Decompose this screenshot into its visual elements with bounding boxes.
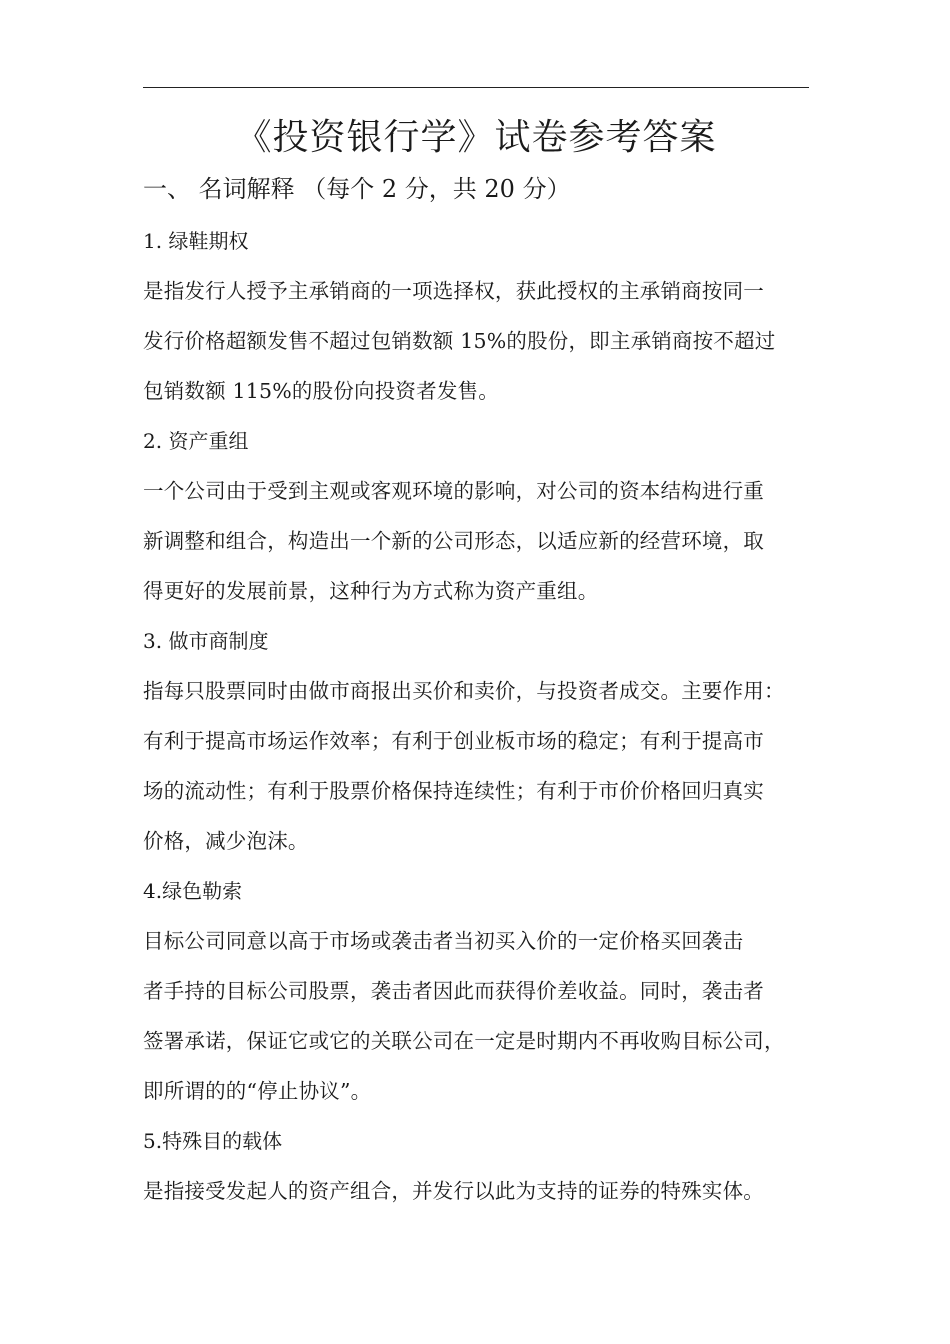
definition-line: 即所谓的的“停止协议”。 bbox=[143, 1079, 372, 1103]
answer-list bbox=[143, 216, 809, 1216]
term-heading: 3. 做市商制度 bbox=[143, 629, 269, 653]
definition-line: 价格，减少泡沫。 bbox=[143, 829, 309, 853]
term-heading: 4.绿色勒索 bbox=[143, 879, 243, 903]
definition-line: 得更好的发展前景，这种行为方式称为资产重组。 bbox=[143, 579, 599, 603]
definition-line: 有利于提高市场运作效率；有利于创业板市场的稳定；有利于提高市 bbox=[143, 729, 764, 753]
term-heading: 5.特殊目的载体 bbox=[143, 1129, 283, 1153]
answer-item bbox=[143, 866, 809, 1116]
definition-line: 包销数额 115%的股份向投资者发售。 bbox=[143, 379, 499, 403]
term-heading: 2. 资产重组 bbox=[143, 429, 249, 453]
definition-line: 签署承诺，保证它或它的关联公司在一定是时期内不再收购目标公司， bbox=[143, 1029, 785, 1053]
answer-item bbox=[143, 416, 809, 616]
answer-item bbox=[143, 216, 809, 416]
definition-line: 发行价格超额发售不超过包销数额 15%的股份，即主承销商按不超过 bbox=[143, 329, 776, 353]
definition-line: 指每只股票同时由做市商报出买价和卖价，与投资者成交。主要作用： bbox=[143, 679, 785, 703]
definition-line: 一个公司由于受到主观或客观环境的影响，对公司的资本结构进行重 bbox=[143, 479, 764, 503]
definition-line: 目标公司同意以高于市场或袭击者当初买入价的一定价格买回袭击 bbox=[143, 929, 744, 953]
answer-item bbox=[143, 1116, 809, 1216]
term-heading: 1. 绿鞋期权 bbox=[143, 229, 249, 253]
definition-line: 是指接受发起人的资产组合，并发行以此为支持的证券的特殊实体。 bbox=[143, 1179, 764, 1203]
definition-line: 者手持的目标公司股票，袭击者因此而获得价差收益。同时，袭击者 bbox=[143, 979, 764, 1003]
header-rule bbox=[143, 87, 809, 88]
definition-line: 新调整和组合，构造出一个新的公司形态，以适应新的经营环境，取 bbox=[143, 529, 764, 553]
definition-line: 是指发行人授予主承销商的一项选择权，获此授权的主承销商按同一 bbox=[143, 279, 764, 303]
definition-line: 场的流动性；有利于股票价格保持连续性；有利于市价价格回归真实 bbox=[143, 779, 764, 803]
answer-item bbox=[143, 616, 809, 866]
section-heading: 一、 名词解释 （每个 2 分，共 20 分） bbox=[143, 175, 571, 203]
document-title: 《投资银行学》试卷参考答案 bbox=[235, 117, 717, 158]
